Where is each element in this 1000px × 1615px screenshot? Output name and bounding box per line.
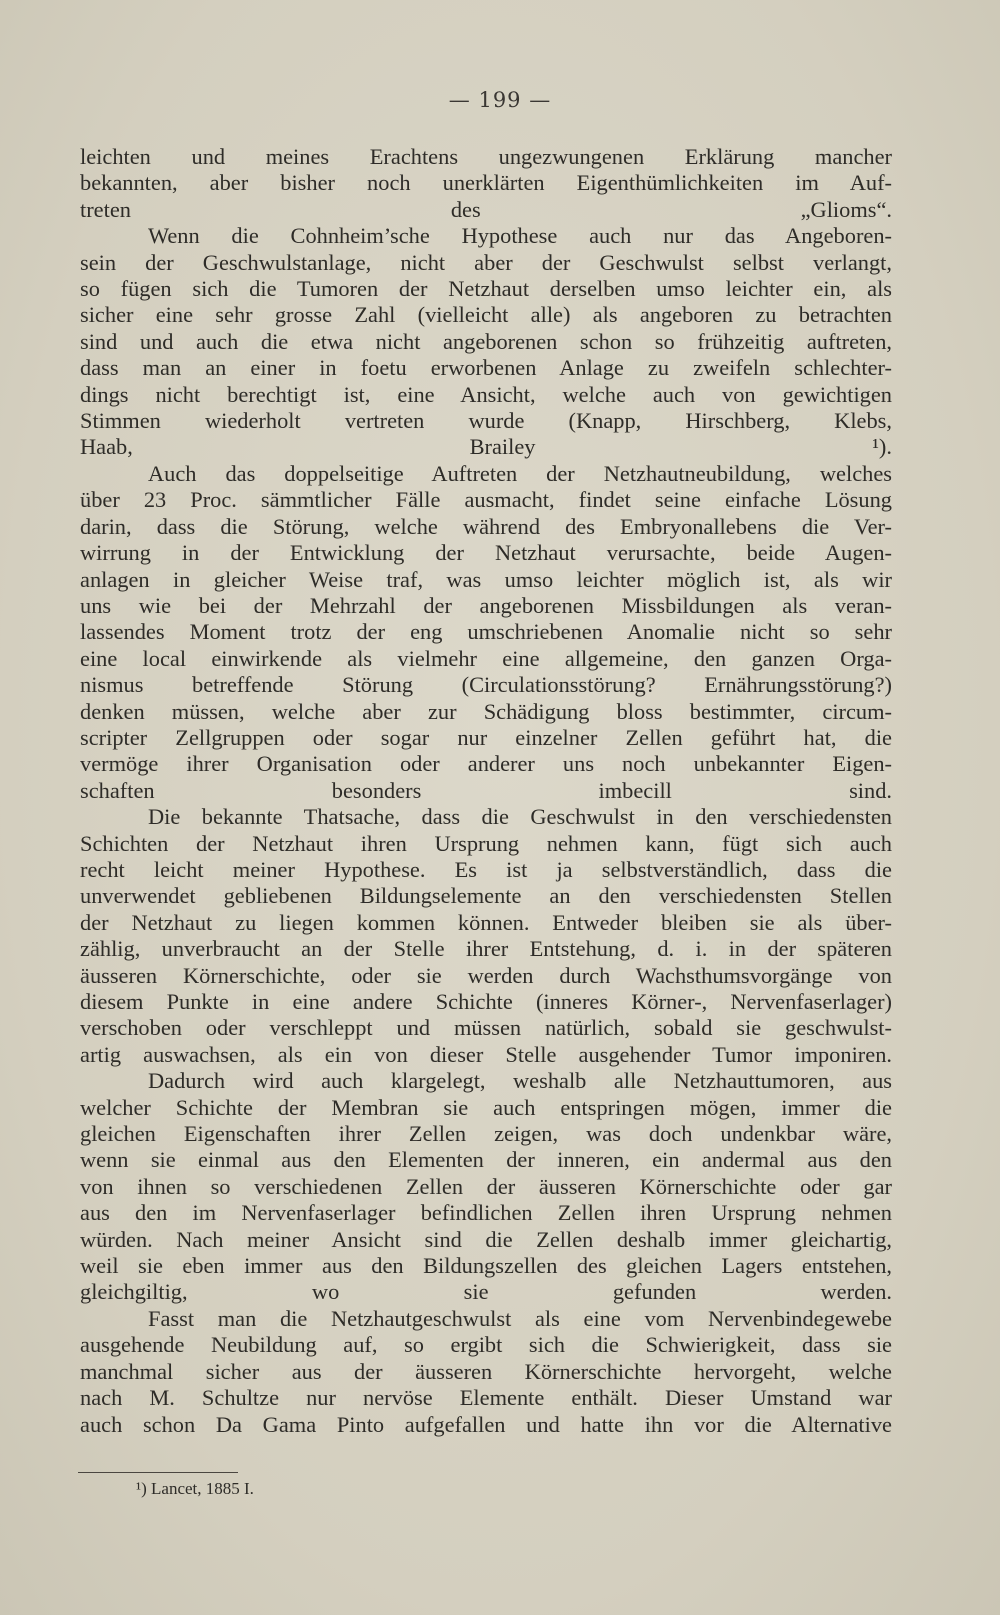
footnote-rule (78, 1472, 238, 1473)
text-line: Haab, Brailey ¹). (80, 434, 892, 460)
text-line: diesem Punkte in eine andere Schichte (inneres Körner-, Nervenfaserlager) (80, 989, 892, 1014)
text-line: verschoben oder verschleppt und müssen natürlich, sobald sie geschwulst- (80, 1015, 892, 1041)
text-line: sicher eine sehr grosse Zahl (vielleicht alle) als angeboren zu betrachten (80, 302, 892, 328)
text-line: der Netzhaut zu liegen kommen können. Entweder bleiben sie als über- (80, 909, 892, 935)
text-line: Fasst man die Netzhautgeschwulst als eine vom Nervenbindegewebe (148, 1305, 892, 1331)
text-line: nach M. Schultze nur nervöse Elemente enthält. Dieser Umstand war (80, 1385, 892, 1411)
body-text (80, 144, 892, 1438)
text-line: auch schon Da Gama Pinto aufgefallen und hatte ihn vor die Alternative (80, 1411, 892, 1437)
text-line: zählig, unverbraucht an der Stelle ihrer Entstehung, d. i. in der späteren (80, 936, 892, 962)
paragraph (80, 461, 892, 804)
text-line: von ihnen so verschiedenen Zellen der äusseren Körnerschichte oder gar (80, 1173, 892, 1199)
paragraph (80, 1068, 892, 1306)
text-line: manchmal sicher aus der äusseren Körnerschichte hervorgeht, welche (80, 1358, 892, 1384)
text-line: über 23 Proc. sämmtlicher Fälle ausmacht, findet seine einfache Lösung (80, 487, 892, 513)
text-line: scripter Zellgruppen oder sogar nur einzelner Zellen geführt hat, die (80, 724, 892, 750)
text-line: lassendes Moment trotz der eng umschriebenen Anomalie nicht so sehr (80, 619, 892, 645)
text-line: eine local einwirkende als vielmehr eine allgemeine, den ganzen Orga- (80, 645, 892, 671)
paragraph (80, 804, 892, 1068)
text-line: wenn sie einmal aus den Elementen der inneren, ein andermal aus den (80, 1147, 892, 1173)
text-line: Stimmen wiederholt vertreten wurde (Knapp, Hirschberg, Klebs, (80, 408, 892, 434)
page-number: — 199 — (448, 88, 552, 112)
paragraph (80, 1306, 892, 1438)
text-line: aus den im Nervenfaserlager befindlichen Zellen ihren Ursprung nehmen (80, 1200, 892, 1226)
text-line: recht leicht meiner Hypothese. Es ist ja selbstverständlich, dass die (80, 856, 892, 882)
text-line: äusseren Körnerschichte, oder sie werden durch Wachsthumsvorgänge von (80, 962, 892, 988)
text-line: nismus betreffende Störung (Circulationsstörung? Ernährungsstörung?) (80, 672, 892, 698)
text-line: Schichten der Netzhaut ihren Ursprung nehmen kann, fügt sich auch (80, 830, 892, 856)
text-line: artig auswachsen, als ein von dieser Stelle ausgehender Tumor imponiren. (80, 1041, 892, 1067)
text-line: dass man an einer in foetu erworbenen Anlage zu zweifeln schlechter- (80, 355, 892, 381)
text-line: denken müssen, welche aber zur Schädigung bloss bestimmter, circum- (80, 698, 892, 724)
text-line: so fügen sich die Tumoren der Netzhaut derselben umso leichter ein, als (80, 276, 892, 302)
text-line: welcher Schichte der Membran sie auch entspringen mögen, immer die (80, 1094, 892, 1120)
text-line: Auch das doppelseitige Auftreten der Netzhautneubildung, welches (148, 460, 892, 486)
text-line: treten des „Glioms“. (80, 196, 892, 222)
text-line: bekannten, aber bisher noch unerklärten Eigenthümlichkeiten im Auf- (80, 170, 892, 196)
text-line: dings nicht berechtigt ist, eine Ansicht, welche auch von gewichtigen (80, 381, 892, 407)
text-line: sind und auch die etwa nicht angeborenen schon so frühzeitig auftreten, (80, 328, 892, 354)
text-line: Wenn die Cohnheim’sche Hypothese auch nur das Angeboren- (148, 223, 892, 249)
text-line: uns wie bei der Mehrzahl der angeborenen Missbildungen als veran- (80, 592, 892, 618)
paragraph (80, 144, 892, 223)
text-line: weil sie eben immer aus den Bildungszellen des gleichen Lagers entstehen, (80, 1253, 892, 1279)
paragraph (80, 223, 892, 461)
text-line: darin, dass die Störung, welche während des Embryonallebens die Ver- (80, 513, 892, 539)
text-line: anlagen in gleicher Weise traf, was umso leichter möglich ist, als wir (80, 566, 892, 592)
footnote: ¹) Lancet, 1885 I. (136, 1479, 254, 1498)
text-line: gleichen Eigenschaften ihrer Zellen zeigen, was doch undenkbar wäre, (80, 1121, 892, 1147)
text-line: ausgehende Neubildung auf, so ergibt sich die Schwierigkeit, dass sie (80, 1332, 892, 1358)
text-line: wirrung in der Entwicklung der Netzhaut verursachte, beide Augen- (80, 540, 892, 566)
text-line: schaften besonders imbecill sind. (80, 777, 892, 803)
text-line: sein der Geschwulstanlage, nicht aber der Geschwulst selbst verlangt, (80, 249, 892, 275)
text-line: vermöge ihrer Organisation oder anderer uns noch unbekannter Eigen- (80, 751, 892, 777)
text-line: gleichgiltig, wo sie gefunden werden. (80, 1279, 892, 1305)
text-line: Die bekannte Thatsache, dass die Geschwulst in den verschiedensten (148, 804, 892, 830)
text-line: unverwendet gebliebenen Bildungselemente an den verschiedensten Stellen (80, 883, 892, 909)
text-line: leichten und meines Erachtens ungezwungenen Erklärung mancher (80, 144, 892, 169)
text-line: Dadurch wird auch klargelegt, weshalb alle Netzhauttumoren, aus (148, 1068, 892, 1094)
text-line: würden. Nach meiner Ansicht sind die Zellen deshalb immer gleichartig, (80, 1226, 892, 1252)
